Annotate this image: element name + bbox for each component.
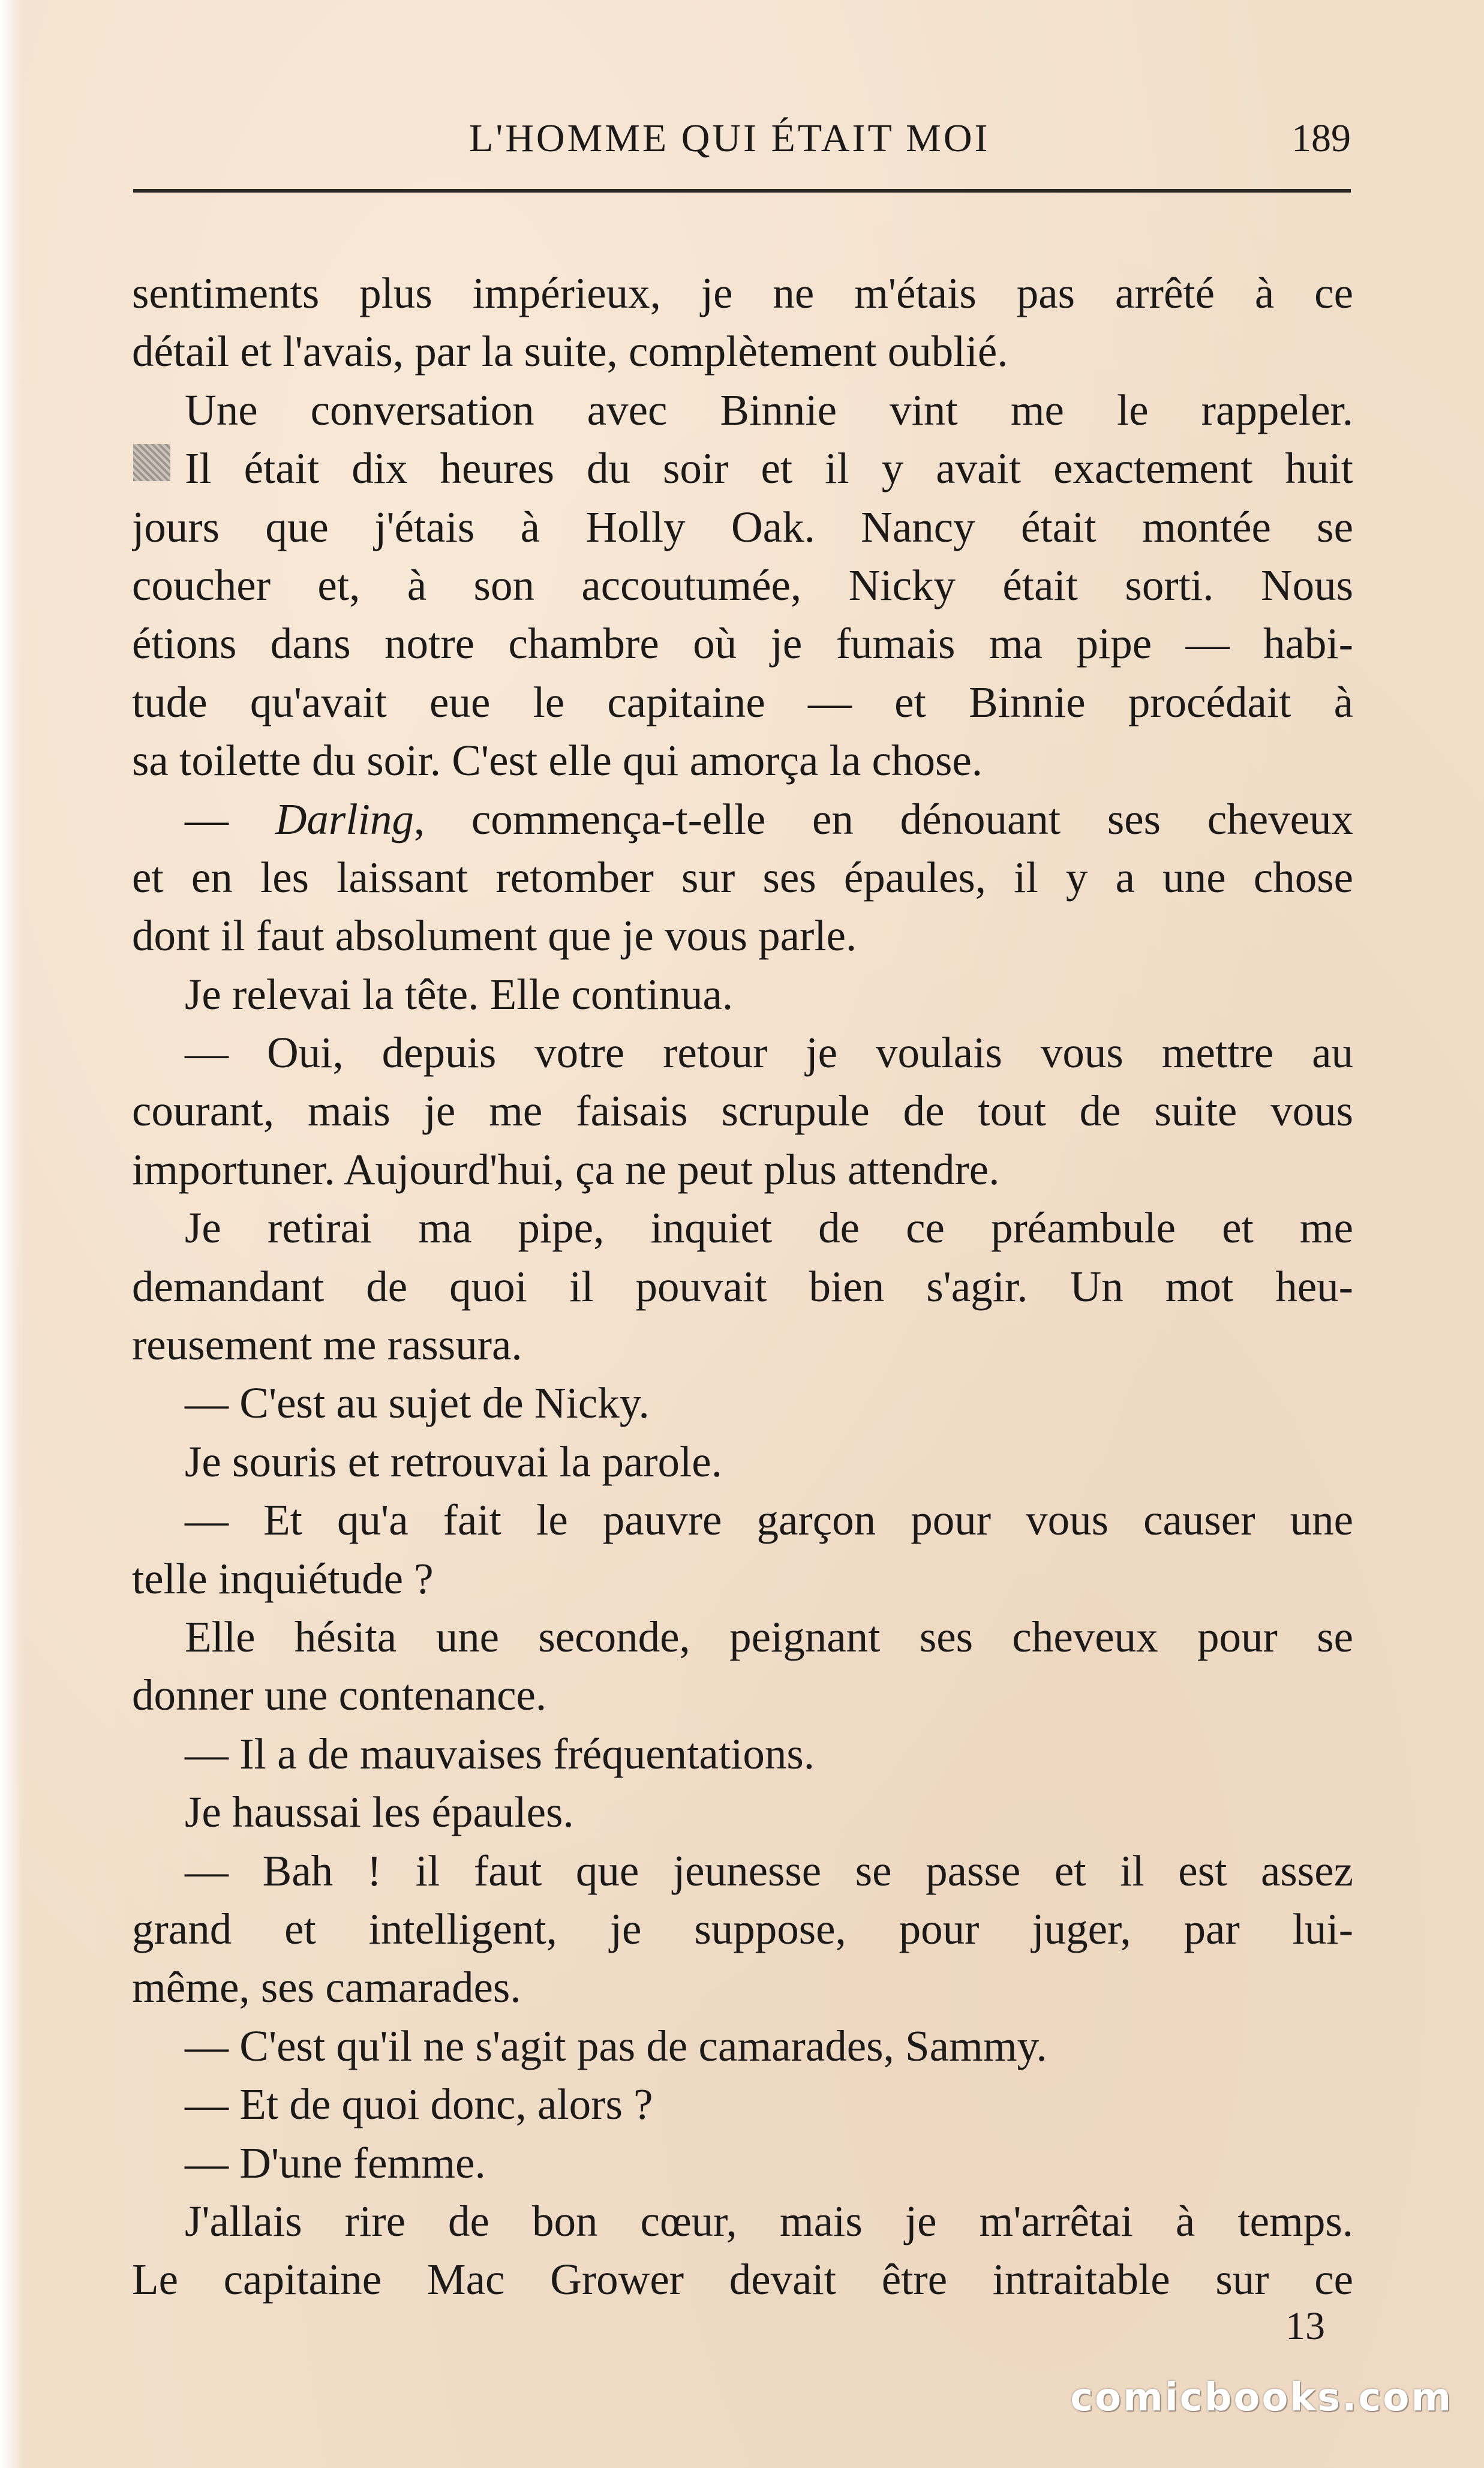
text-line: Elle hésita une seconde, peignant ses cheveux pour se <box>185 1612 1353 1661</box>
text-line: détail et l'avais, par la suite, complètement oublié. <box>132 327 1008 376</box>
text-line: — C'est qu'il ne s'agit pas de camarades, Sammy. <box>185 2021 1047 2070</box>
header-rule <box>133 189 1351 193</box>
text-line: reusement me rassura. <box>132 1320 522 1370</box>
page-header <box>133 105 1351 177</box>
text-line: jours que j'étais à Holly Oak. Nancy était montée se <box>132 502 1353 551</box>
text-line: Je haussai les épaules. <box>185 1788 574 1837</box>
text-line: Je relevai la tête. Elle continua. <box>185 969 734 1019</box>
text-line: Le capitaine Mac Grower devait être intraitable sur ce <box>132 2255 1353 2304</box>
text-line: — C'est au sujet de Nicky. <box>185 1379 650 1428</box>
text-line: Je retirai ma pipe, inquiet de ce préambule et me <box>185 1203 1353 1253</box>
text-line: demandant de quoi il pouvait bien s'agir. Un mot heu- <box>132 1262 1353 1311</box>
text-line <box>132 790 1353 848</box>
text-line: J'allais rire de bon cœur, mais je m'arrêtai à temps. <box>185 2196 1353 2245</box>
text-line: — Oui, depuis votre retour je voulais vous mettre au <box>185 1028 1353 1077</box>
text-line: sentiments plus impérieux, je ne m'étais pas arrêté à ce <box>132 269 1353 317</box>
text-line: Il était dix heures du soir et il y avait exactement huit <box>185 444 1353 493</box>
text-line: étions dans notre chambre où je fumais ma pipe — habi- <box>132 619 1353 668</box>
text-line: — Il a de mauvaises fréquentations. <box>185 1729 815 1778</box>
page-number: 189 <box>1291 116 1351 160</box>
text-line: importuner. Aujourd'hui, ça ne peut plus attendre. <box>132 1145 1000 1194</box>
text-line: — Et qu'a fait le pauvre garçon pour vous causer une <box>185 1496 1353 1545</box>
text-line: telle inquiétude ? <box>132 1554 434 1603</box>
body-text <box>132 264 1353 2309</box>
text-segment: — <box>185 794 275 843</box>
text-line: courant, mais je me faisais scrupule de tout de suite vous <box>132 1086 1353 1136</box>
text-line: sa toilette du soir. C'est elle qui amorça la chose. <box>132 736 983 785</box>
text-line: — Bah ! il faut que jeunesse se passe et il est assez <box>185 1846 1353 1895</box>
text-line: Je souris et retrouvai la parole. <box>185 1437 722 1486</box>
watermark: comicbooks.com <box>1070 2376 1453 2420</box>
page-left-edge <box>0 0 24 2468</box>
text-line: Une conversation avec Binnie vint me le rappeler. <box>185 385 1353 434</box>
text-line: coucher et, à son accoutumée, Nicky était sorti. Nous <box>132 560 1353 610</box>
text-line: tude qu'avait eue le capitaine — et Binnie procédait à <box>132 677 1353 726</box>
text-segment: , commença-t-elle en dénouant ses cheveux <box>413 794 1353 843</box>
running-title: L'HOMME QUI ÉTAIT MOI <box>469 116 990 160</box>
signature-mark: 13 <box>1285 2304 1325 2348</box>
text-line: même, ses camarades. <box>132 1963 521 2012</box>
text-line: et en les laissant retomber sur ses épaules, il y a une chose <box>132 852 1353 902</box>
text-line: — Et de quoi donc, alors ? <box>185 2080 653 2129</box>
text-line: — D'une femme. <box>185 2138 486 2187</box>
text-line: grand et intelligent, je suppose, pour juger, par lui- <box>132 1904 1353 1953</box>
emphasized-word: Darling <box>275 794 414 843</box>
text-line: dont il faut absolument que je vous parle. <box>132 911 857 960</box>
text-line: donner une contenance. <box>132 1671 547 1720</box>
